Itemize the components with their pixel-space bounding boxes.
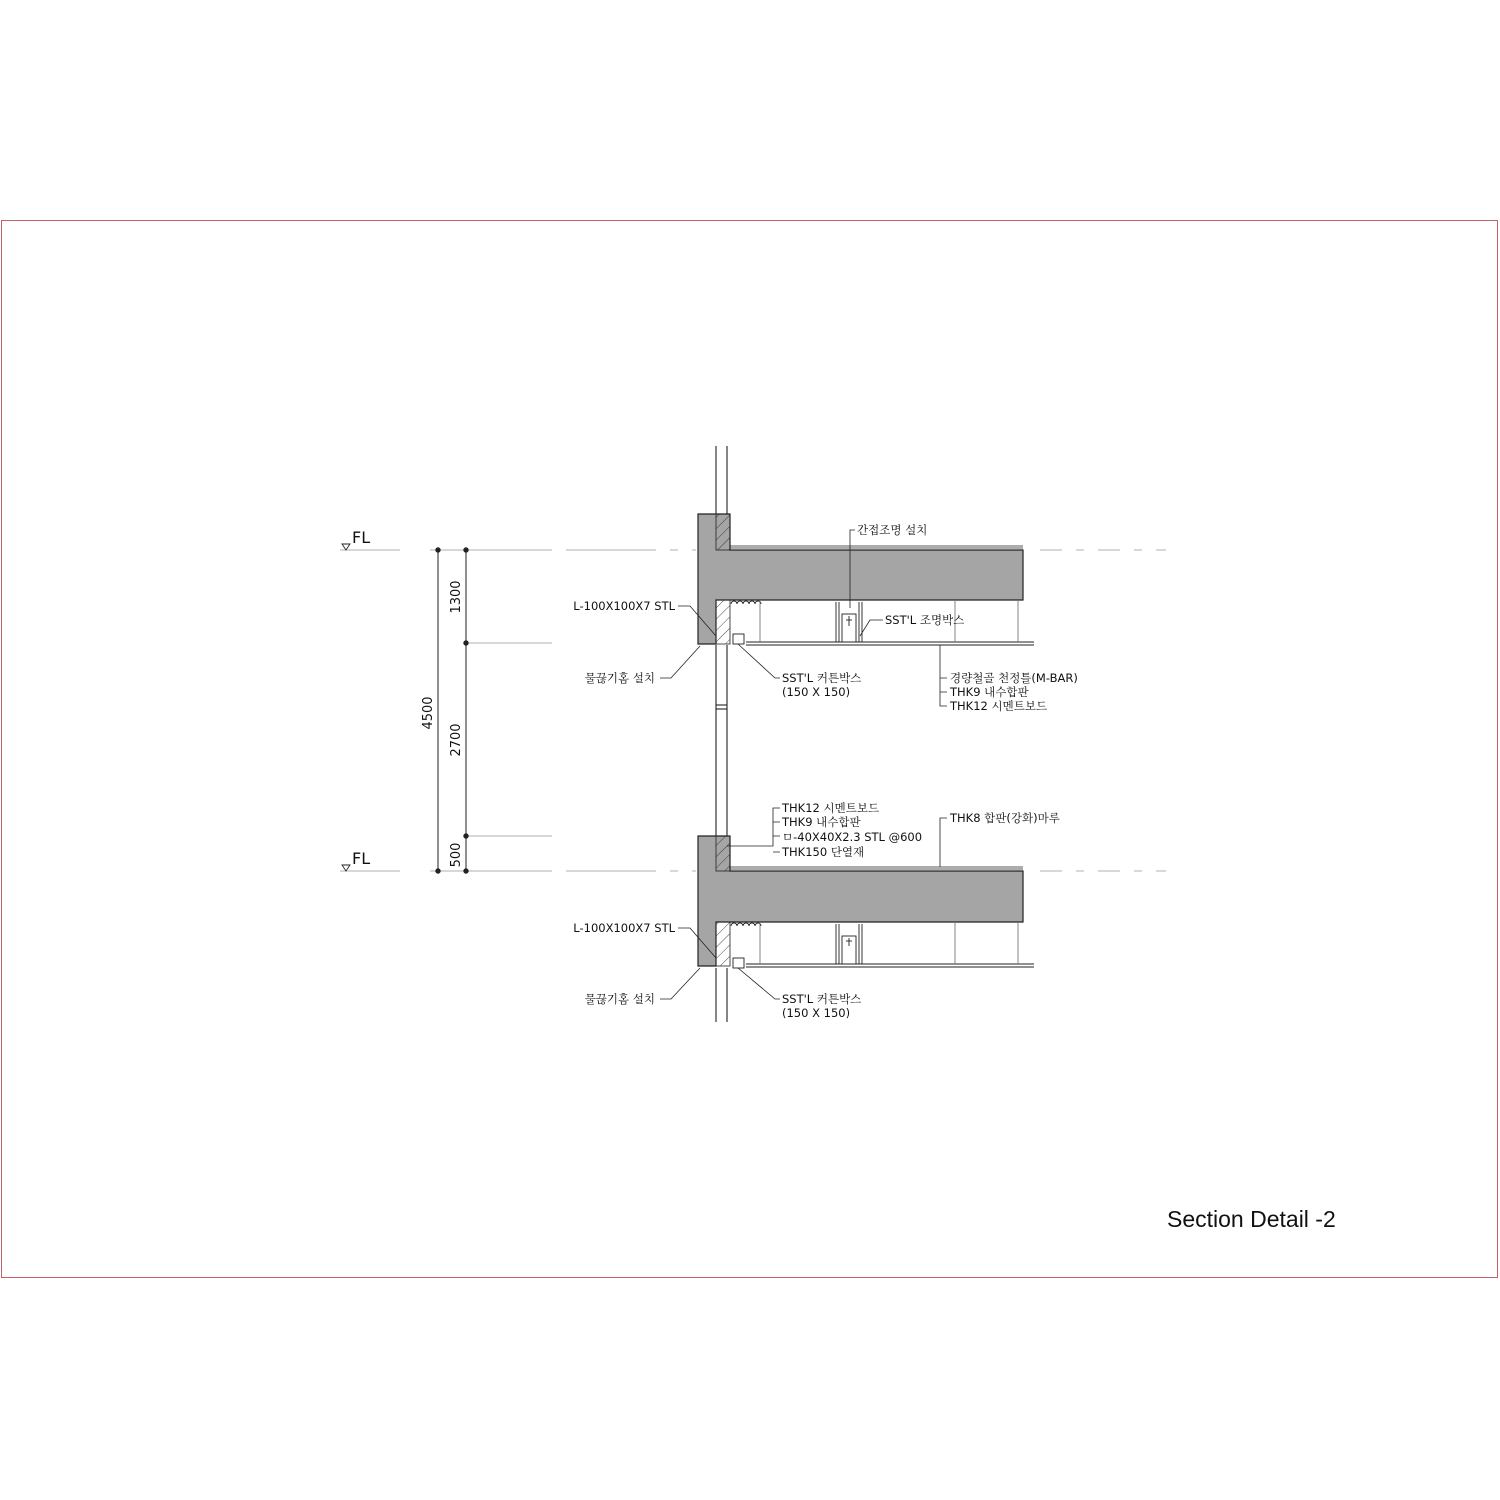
- dim-total: 4500: [421, 696, 436, 730]
- dim-1300: 1300: [449, 580, 464, 614]
- label-curtain-box-lower: SST'L 커튼박스: [782, 992, 862, 1006]
- label-angle-upper: L-100X100X7 STL: [573, 599, 675, 613]
- label-drip-lower: 물끊기홈 설치: [584, 992, 655, 1006]
- drawing-title: Section Detail -2: [1167, 1206, 1336, 1232]
- fl-marker-upper: [342, 528, 370, 550]
- dim-500: 500: [449, 842, 464, 868]
- label-curtain-box-lower-size: (150 X 150): [782, 1006, 851, 1020]
- label-wall-ply: THK9 내수합판: [782, 815, 861, 829]
- label-drip-upper: 물끊기홈 설치: [584, 671, 655, 685]
- label-floor-finish: THK8 합판(강화)마루: [950, 811, 1060, 825]
- fl-label-lower: FL: [352, 849, 371, 868]
- label-ceiling-ply: THK9 내수합판: [950, 685, 1029, 699]
- label-wall-cement: THK12 시멘트보드: [782, 801, 880, 815]
- lower-ceiling: [746, 922, 1034, 967]
- label-angle-lower: L-100X100X7 STL: [573, 921, 675, 935]
- label-ceiling-cement: THK12 시멘트보드: [950, 699, 1048, 713]
- fl-label-upper: FL: [352, 528, 371, 547]
- dim-2700: 2700: [449, 723, 464, 757]
- label-ceiling-frame: 경량철골 천정틀(M-BAR): [950, 671, 1078, 685]
- label-indirect-light: 간접조명 설치: [857, 523, 928, 537]
- fl-marker-lower: [342, 849, 370, 871]
- label-curtain-box-upper: SST'L 커튼박스: [782, 671, 862, 685]
- label-curtain-box-upper-size: (150 X 150): [782, 685, 851, 699]
- label-wall-insulation: THK150 단열재: [782, 845, 865, 859]
- label-wall-stud: ㅁ-40X40X2.3 STL @600: [782, 830, 923, 844]
- label-light-box: SST'L 조명박스: [885, 613, 965, 627]
